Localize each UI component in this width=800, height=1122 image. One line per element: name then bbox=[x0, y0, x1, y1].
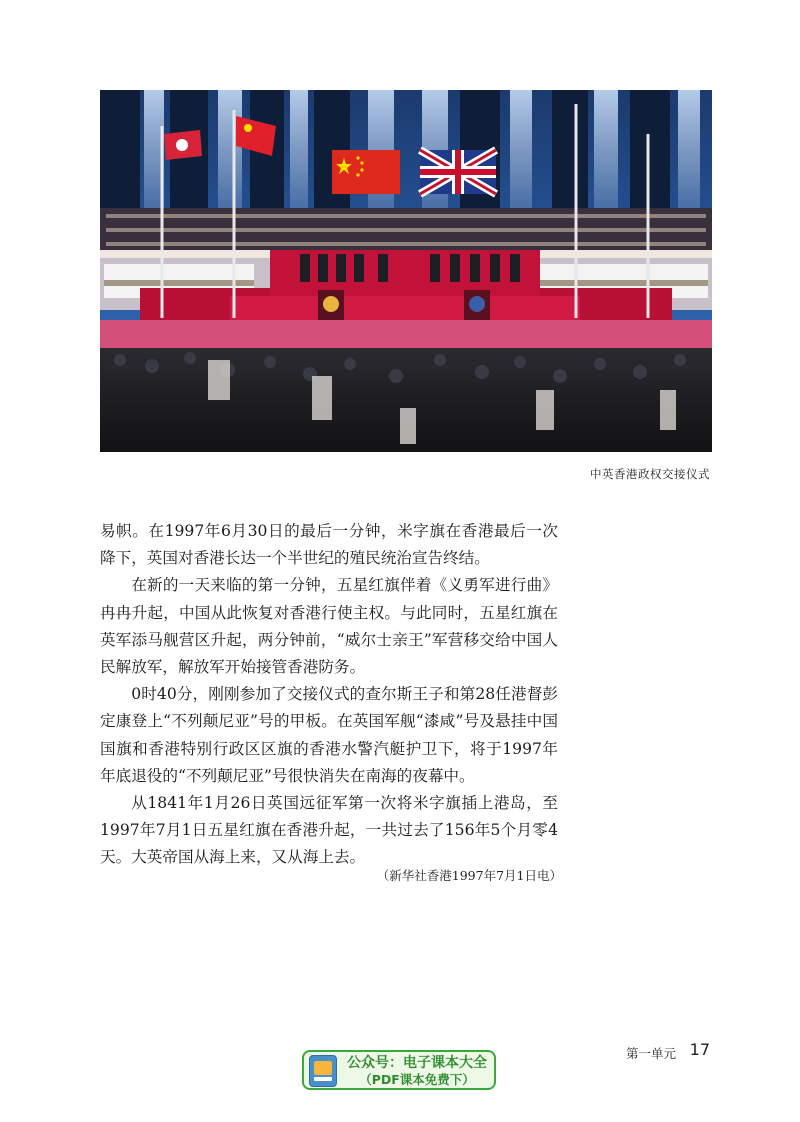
article-paragraph: 从1841年1月26日英国远征军第一次将米字旗插上港岛，至1997年7月1日五星红旗在香港升起，一共过去了156年5个月零4天。大英帝国从海上来，又从海上去。 bbox=[100, 794, 558, 867]
photo-caption: 中英香港政权交接仪式 bbox=[590, 467, 710, 481]
union-jack-icon bbox=[420, 150, 496, 194]
article-paragraph: 0时40分，刚刚参加了交接仪式的查尔斯王子和第28任港督彭定康登上“不列颠尼亚”号的甲板。在英国军舰“漆咸”号及悬挂中国国旗和香港特别行政区区旗的香港水警汽艇护卫下，将于1997年年底退役的“不列颠尼亚”号很快消失在南海的夜幕中。 bbox=[100, 685, 558, 785]
textbook-logo-icon bbox=[309, 1055, 337, 1087]
news-source-line: （新华社香港1997年7月1日电） bbox=[376, 868, 562, 883]
watermark-line1: 公众号：电子课本大全 bbox=[347, 1055, 487, 1071]
china-flag-icon bbox=[332, 150, 400, 194]
unit-label: 第一单元 bbox=[625, 1046, 676, 1061]
article-paragraph: 易帜。在1997年6月30日的最后一分钟，米字旗在香港最后一次降下，英国对香港长达一个半世纪的殖民统治宣告终结。 bbox=[100, 522, 558, 568]
hong-kong-flag-icon bbox=[164, 130, 202, 160]
watermark-banner bbox=[302, 1050, 496, 1090]
page-number: 17 bbox=[689, 1040, 710, 1059]
article-paragraph: 在新的一天来临的第一分钟，五星红旗伴着《义勇军进行曲》冉冉升起，中国从此恢复对香港行使主权。与此同时，五星红旗在英军添马舰营区升起，两分钟前，“威尔士亲王”军营移交给中国人民解放军，解放军开始接管香港防务。 bbox=[100, 576, 558, 677]
watermark-line2: （PDF课本免费下） bbox=[359, 1072, 475, 1087]
article-body bbox=[100, 518, 558, 872]
ceremony-photo bbox=[100, 90, 712, 452]
ceremony-photo-illustration bbox=[100, 90, 712, 452]
